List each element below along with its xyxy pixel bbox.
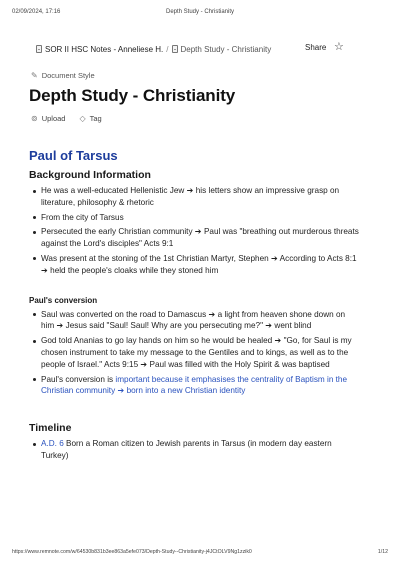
date-link[interactable]: A.D. 6 xyxy=(41,439,64,449)
breadcrumb-current-label: Depth Study - Christianity xyxy=(180,44,272,54)
list-item[interactable]: Was present at the stoning of the 1st Christian Martyr, Stephen ➔ According to Acts 8:1 ➔ held the people's cloaks while they stoned him xyxy=(41,253,359,277)
document-style-label: Document Style xyxy=(41,71,95,80)
list-item[interactable] xyxy=(41,374,359,398)
breadcrumb-item-parent[interactable] xyxy=(36,45,163,54)
breadcrumb-item-current[interactable] xyxy=(172,45,272,54)
timeline-list xyxy=(29,438,359,462)
section-heading[interactable]: Paul of Tarsus xyxy=(29,148,118,163)
print-header xyxy=(12,9,388,19)
star-icon[interactable]: ☆ xyxy=(334,41,344,53)
print-datetime: 02/09/2024, 17:16 xyxy=(12,9,61,15)
paintbrush-icon: ✎ xyxy=(31,71,38,80)
print-title: Depth Study - Christianity xyxy=(165,9,235,15)
print-url: https://www.remnote.com/w/64530b831b3ee863a5efe073/Depth-Study--Christianity-j4JCtOLV9Ng1zzik0 xyxy=(12,549,252,555)
breadcrumb-parent-label: SOR II HSC Notes - Anneliese H. xyxy=(45,44,164,54)
page-title: Depth Study - Christianity xyxy=(29,86,236,105)
tag-icon: ◇ xyxy=(79,114,86,123)
list-item[interactable]: Saul was converted on the road to Damascus ➔ a light from heaven shone down on him ➔ Jesus said "Saul! Saul! Why are you persecuting me?" ➔ went blind xyxy=(41,309,359,333)
highlighted-text: important because it emphasises the centrality of Baptism in the Christian community ➔ born into a new Christian identity xyxy=(41,374,348,396)
list-item-text: Paul's conversion is xyxy=(41,374,116,384)
subsection-heading[interactable]: Paul's conversion xyxy=(29,295,98,305)
list-item[interactable]: He was a well-educated Hellenistic Jew ➔ his letters show an impressive grasp on literature, philosophy & rhetoric xyxy=(41,185,359,209)
document-icon xyxy=(36,45,42,53)
conversion-list xyxy=(29,309,359,398)
subsection-heading[interactable]: Timeline xyxy=(29,422,72,435)
subsection-heading[interactable]: Background Information xyxy=(29,169,151,181)
tag-label: Tag xyxy=(89,114,102,123)
print-footer xyxy=(12,549,388,555)
document-content xyxy=(29,148,359,465)
upload-button[interactable] xyxy=(31,114,65,123)
upload-icon: ⊚ xyxy=(31,114,38,123)
upload-label: Upload xyxy=(41,114,66,123)
list-item[interactable]: Persecuted the early Christian community ➔ Paul was "breathing out murderous threats against the Lord's disciples" Acts 9:1 xyxy=(41,227,359,249)
document-style-button[interactable] xyxy=(31,71,95,80)
breadcrumb-separator: / xyxy=(166,44,169,54)
page-number: 1/12 xyxy=(377,549,388,555)
share-button[interactable]: Share xyxy=(305,43,327,52)
list-item[interactable]: God told Ananias to go lay hands on him so he would be healed ➔ "Go, for Saul is my chosen instrument to take my message to the Gentiles and to kings, as well as to the people of Israel." Acts 9:15 ➔ Paul was filled with the Holy Spirit & was baptised xyxy=(41,335,359,370)
background-list xyxy=(29,185,359,277)
page-actions xyxy=(31,114,116,123)
document-icon xyxy=(172,45,178,53)
list-item-text: Born a Roman citizen to Jewish parents in Tarsus (in modern day eastern Turkey) xyxy=(41,439,332,460)
tag-button[interactable] xyxy=(79,114,101,123)
list-item[interactable] xyxy=(41,438,359,462)
list-item[interactable]: From the city of Tarsus xyxy=(41,212,359,224)
